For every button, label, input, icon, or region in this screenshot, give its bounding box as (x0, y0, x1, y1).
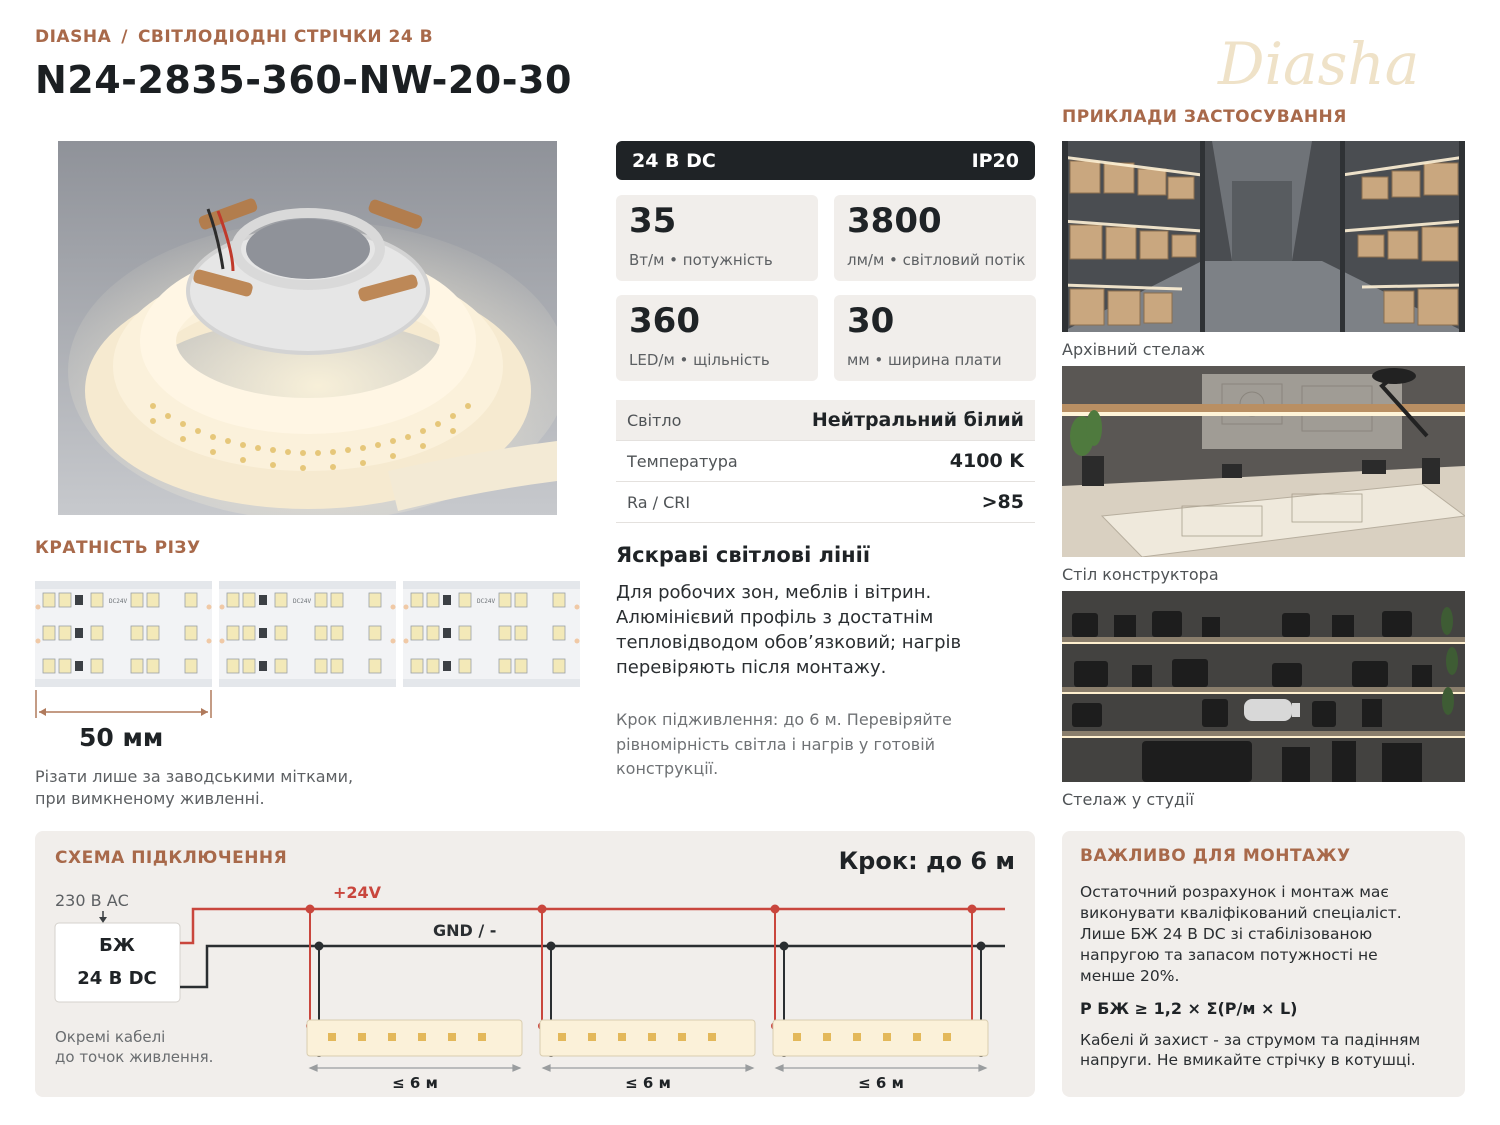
installation-heading: ВАЖЛИВО ДЛЯ МОНТАЖУ (1080, 846, 1351, 866)
cut-dimension-arrow (35, 688, 215, 718)
ip-rating-label: IP20 (971, 149, 1019, 172)
cut-strip-image (35, 581, 580, 687)
installation-text-2 (1080, 1030, 1447, 1070)
application-caption: Стелаж у студії (1062, 790, 1194, 809)
product-photo (58, 141, 557, 515)
table-row (616, 400, 1035, 441)
feature-line: перевіряють після монтажу. (616, 657, 887, 678)
text-line: Остаточний розрахунок і монтаж має (1080, 883, 1389, 901)
property-value: >85 (981, 491, 1024, 513)
cut-heading: КРАТНІСТЬ РІЗУ (35, 538, 201, 558)
scheme-step: Крок: до 6 м (838, 847, 1015, 875)
property-value: Нейтральний білий (811, 409, 1024, 431)
breadcrumb (35, 27, 433, 47)
wiring-scheme-panel (35, 831, 1035, 1097)
properties-table (616, 400, 1035, 523)
feature-title: Яскраві світлові лінії (616, 543, 871, 567)
brand-logo (1210, 18, 1450, 98)
mains-label: 230 В АС (55, 891, 129, 910)
spec-card-label: мм • ширина плати (847, 351, 1002, 369)
logo-text: Diasha (1218, 30, 1420, 98)
strip-segment-3 (773, 1020, 988, 1056)
strip-segment-2 (540, 1020, 755, 1056)
text-line: Лише БЖ 24 В DC зі стабілізованою (1080, 925, 1373, 943)
spec-card-width (834, 295, 1036, 381)
strip-marking: DC24V (477, 598, 496, 605)
strip-segment-1 (307, 1020, 522, 1056)
property-value: 4100 K (949, 450, 1024, 472)
breadcrumb-separator: / (121, 27, 128, 47)
scheme-note-line: Окремі кабелі (55, 1028, 166, 1046)
strip-marking: DC24V (109, 598, 128, 605)
feature-note (616, 708, 1026, 782)
spec-card-value: 360 (629, 301, 700, 341)
scheme-heading: СХЕМА ПІДКЛЮЧЕННЯ (55, 848, 288, 868)
breadcrumb-category[interactable]: СВІТЛОДІОДНІ СТРІЧКИ 24 В (137, 27, 434, 47)
psu-voltage-label: 24 В DC (77, 968, 157, 989)
property-key: Температура (627, 451, 738, 471)
power-formula: P БЖ ≥ 1,2 × Σ(P/м × L) (1080, 999, 1298, 1018)
note-line: Крок підживлення: до 6 м. Перевіряйте (616, 710, 952, 729)
segment-length-label: ≤ 6 м (392, 1074, 438, 1092)
spec-card-value: 3800 (847, 201, 942, 241)
note-line: при вимкненому живленні. (35, 789, 265, 808)
plus-wire-label: +24V (333, 883, 382, 902)
text-line: Кабелі й захист - за струмом та падінням (1080, 1031, 1421, 1049)
table-row (616, 482, 1035, 523)
spec-card-value: 30 (847, 301, 895, 341)
segment-length-label: ≤ 6 м (625, 1074, 671, 1092)
feature-line: тепловідводом обов’язковий; нагрів (616, 632, 962, 653)
strip-marking: DC24V (293, 598, 312, 605)
page-title: N24-2835-360-NW-20-30 (35, 58, 572, 102)
note-line: рівномірність світла і нагрів у готовій (616, 734, 936, 754)
application-photo-studio (1062, 591, 1465, 782)
applications-heading: ПРИКЛАДИ ЗАСТОСУВАННЯ (1062, 107, 1347, 127)
spec-card-value: 35 (629, 201, 677, 241)
application-photo-archive (1062, 141, 1465, 332)
spec-card-density (616, 295, 818, 381)
breadcrumb-brand[interactable]: DIASHA (35, 27, 112, 47)
text-line: менше 20%. (1080, 967, 1180, 985)
feature-text (616, 580, 1026, 680)
segment-length-label: ≤ 6 м (858, 1074, 904, 1092)
plus-wire (180, 909, 1005, 943)
feature-line: Для робочих зон, меблів і вітрин. (616, 582, 932, 603)
psu-label: БЖ (99, 935, 135, 956)
gnd-wire-label: GND / - (433, 921, 497, 940)
voltage-label: 24 В DC (632, 149, 716, 172)
property-key: Ra / CRI (627, 492, 691, 512)
spec-header-bar (616, 141, 1035, 180)
application-caption: Стіл конструктора (1062, 565, 1219, 584)
property-key: Світло (627, 410, 682, 430)
application-photo-desk (1062, 366, 1465, 557)
spec-card-power (616, 195, 818, 281)
feature-line: Алюмінієвий профіль з достатнім (616, 607, 934, 628)
table-row (616, 441, 1035, 482)
installation-text (1080, 882, 1447, 987)
spec-card-flux (834, 195, 1036, 281)
note-line: конструкції. (616, 759, 719, 778)
wiring-diagram (35, 831, 1035, 1097)
text-line: напругою та запасом потужності не (1080, 946, 1378, 964)
installation-notes-panel (1062, 831, 1465, 1097)
spec-card-label: лм/м • світловий потік (847, 251, 1026, 269)
note-line: Різати лише за заводськими мітками, (35, 767, 354, 786)
cut-length: 50 мм (79, 723, 164, 752)
cut-note (35, 766, 415, 810)
spec-card-label: LED/м • щільність (629, 351, 770, 369)
gnd-wire (180, 946, 1005, 987)
text-line: виконувати кваліфікований спеціаліст. (1080, 904, 1402, 922)
text-line: напруги. Не вмикайте стрічку в котушці. (1080, 1051, 1416, 1069)
application-caption: Архівний стелаж (1062, 340, 1206, 359)
spec-card-label: Вт/м • потужність (629, 251, 773, 269)
scheme-note-line: до точок живлення. (55, 1048, 214, 1066)
